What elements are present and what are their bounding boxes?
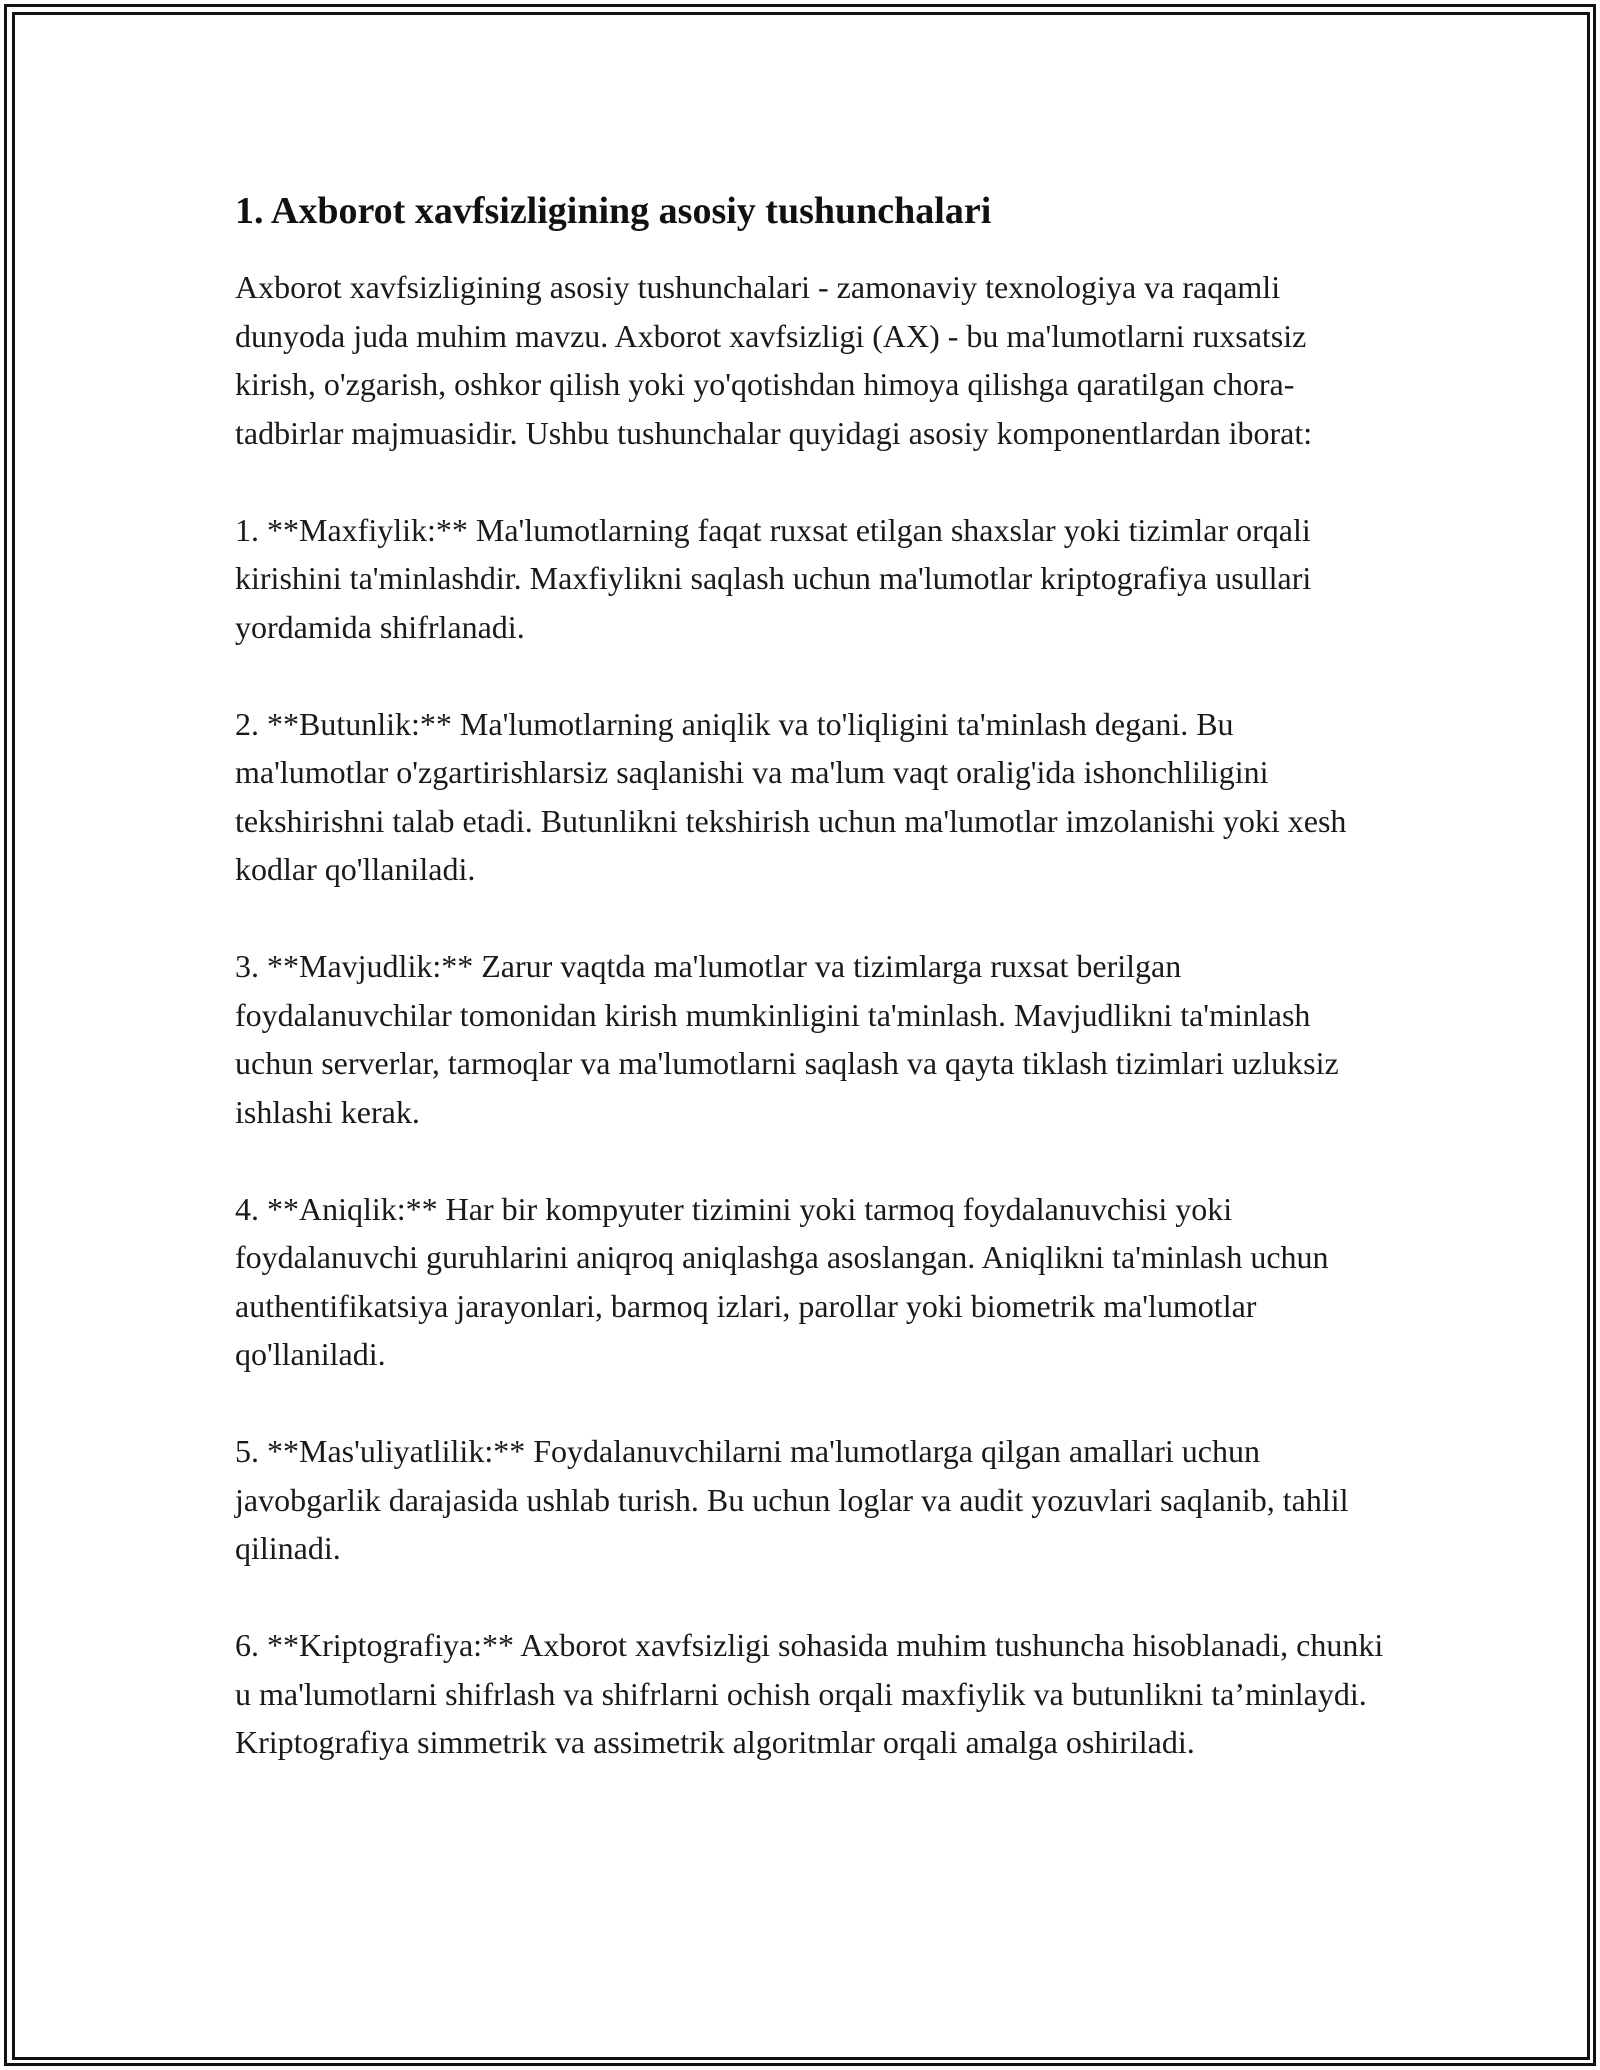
intro-paragraph: Axborot xavfsizligining asosiy tushunchalari - zamonaviy texnologiya va raqamli dunyoda juda muhim mavzu. Axborot xavfsizligi (AX) - bu ma'lumotlarni ruxsatsiz kirish, o'zgarish, oshkor qilish yoki yo'qotishdan himoya qilishga qaratilgan chora-tadbirlar majmuasidir. Ushbu tushunchalar quyidagi asosiy komponentlardan iborat: (235, 269, 1313, 451)
list-item-accountability: 5. **Mas'uliyatlilik:** Foydalanuvchilarni ma'lumotlarga qilgan amallari uchun javobgarlik darajasida ushlab turish. Bu uchun loglar va audit yozuvlari saqlanib, tahlil qilinadi. (235, 1433, 1349, 1566)
document-body (235, 185, 1385, 1815)
list-item-integrity: 2. **Butunlik:** Ma'lumotlarning aniqlik va to'liqligini ta'minlash degani. Bu ma'lumotlar o'zgartirishlarsiz saqlanishi va ma'lum vaqt oralig'ida ishonchliligini tekshirishni talab etadi. Butunlikni tekshirish uchun ma'lumotlar imzolanishi yoki xesh kodlar qo'llaniladi. (235, 705, 1347, 887)
list-item-cryptography: 6. **Kriptografiya:** Axborot xavfsizligi sohasida muhim tushuncha hisoblanadi, chunki u ma'lumotlarni shifrlash va shifrlarni ochish orqali maxfiylik va butunlikni ta’minlaydi. Kriptografiya simmetrik va assimetrik algoritmlar orqali amalga oshiriladi. (235, 1627, 1384, 1760)
page-title: 1. Axborot xavfsizligining asosiy tushunchalari (235, 190, 992, 232)
list-item-availability: 3. **Mavjudlik:** Zarur vaqtda ma'lumotlar va tizimlarga ruxsat berilgan foydalanuvchilar tomonidan kirish mumkinligini ta'minlash. Mavjudlikni ta'minlash uchun serverlar, tarmoqlar va ma'lumotlarni saqlash va qayta tiklash tizimlari uzluksiz ishlashi kerak. (235, 948, 1339, 1130)
list-item-authentication: 4. **Aniqlik:** Har bir kompyuter tizimini yoki tarmoq foydalanuvchisi yoki foydalanuvchi guruhlarini aniqroq aniqlashga asoslangan. Aniqlikni ta'minlash uchun authentifikatsiya jarayonlari, barmoq izlari, parollar yoki biometrik ma'lumotlar qo'llaniladi. (235, 1190, 1329, 1372)
list-item-confidentiality: 1. **Maxfiylik:** Ma'lumotlarning faqat ruxsat etilgan shaxslar yoki tizimlar orqali kirishini ta'minlashdir. Maxfiylikni saqlash uchun ma'lumotlar kriptografiya usullari yordamida shifrlanadi. (235, 511, 1312, 645)
